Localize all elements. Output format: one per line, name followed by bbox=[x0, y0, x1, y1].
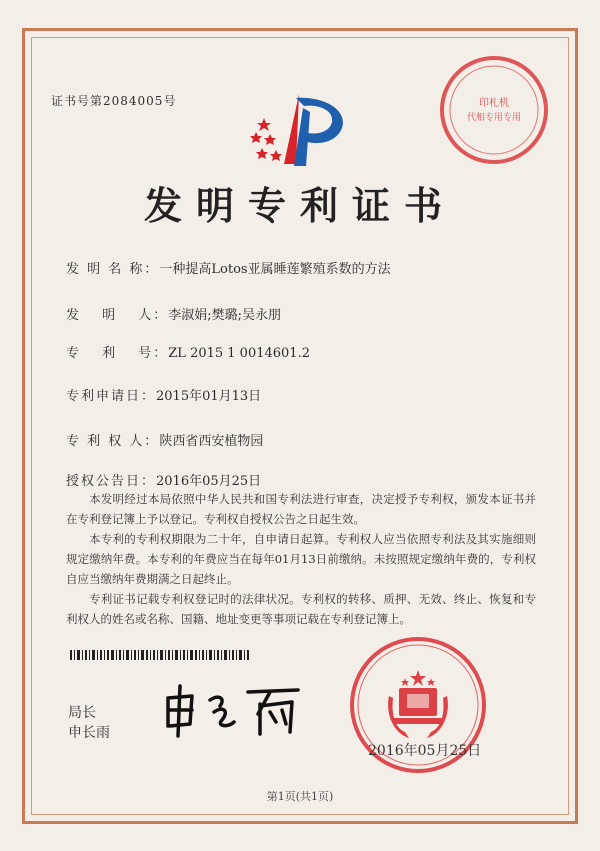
field-value: 2015年01月13日 bbox=[156, 389, 262, 404]
field-patentee bbox=[66, 430, 263, 449]
svg-text:代相专用专用: 代相专用专用 bbox=[466, 113, 522, 123]
svg-text:印札机: 印札机 bbox=[479, 98, 509, 109]
field-value: ZL 2015 1 0014601.2 bbox=[168, 346, 310, 361]
field-patent-number bbox=[66, 342, 310, 361]
field-application-date bbox=[66, 385, 261, 404]
field-inventors bbox=[66, 304, 281, 323]
field-label: 授权公告日： bbox=[66, 474, 157, 489]
field-value: 陕西省西安植物园 bbox=[159, 434, 264, 449]
page-number: 第1页(共1页) bbox=[266, 790, 334, 803]
body-paragraph: 专利证书记载专利权登记时的法律状况。专利权的转移、质押、无效、终止、恢复和专利权人的姓名或名称、国籍、地址变更等事项记载在专利登记簿上。 bbox=[66, 592, 536, 626]
field-label: 专 利 号： bbox=[66, 346, 169, 361]
field-label: 专 利 权 人： bbox=[66, 434, 160, 449]
field-value: 李淑娟;樊璐;吴永朋 bbox=[168, 308, 282, 323]
signatory-name: 申长雨 bbox=[68, 725, 110, 741]
field-grant-date bbox=[66, 470, 261, 489]
field-invention-name bbox=[66, 258, 391, 277]
field-value: 一种提高Lotos亚属睡莲繁殖系数的方法 bbox=[159, 262, 391, 277]
cnipa-logo-icon bbox=[244, 92, 350, 170]
certificate-number: 证书号第2084005号 bbox=[51, 94, 177, 108]
signatory-title: 局长 bbox=[68, 705, 96, 721]
certificate-title: 发明专利证书 bbox=[143, 183, 456, 228]
field-label: 专利申请日： bbox=[66, 389, 157, 404]
handwritten-signature-icon bbox=[158, 680, 308, 740]
field-label: 发 明 人： bbox=[66, 308, 169, 323]
certificate-body bbox=[66, 489, 536, 629]
small-red-stamp-icon bbox=[438, 54, 550, 166]
field-label: 发 明 名 称： bbox=[66, 262, 160, 277]
field-value: 2016年05月25日 bbox=[156, 474, 262, 489]
barcode-icon bbox=[70, 650, 250, 660]
body-paragraph: 本专利的专利权期限为二十年，自申请日起算。专利权人应当依照专利法及其实施细则规定缴纳年费。本专利的年费应当在每年01月13日前缴纳。未按照规定缴纳年费的，专利权自应当缴纳年费期满之日起终止。 bbox=[66, 532, 536, 586]
body-paragraph: 本发明经过本局依照中华人民共和国专利法进行审查，决定授予专利权，颁发本证书并在专利登记簿上予以登记。专利权自授权公告之日起生效。 bbox=[66, 492, 536, 526]
issue-date: 2016年05月25日 bbox=[368, 743, 482, 759]
